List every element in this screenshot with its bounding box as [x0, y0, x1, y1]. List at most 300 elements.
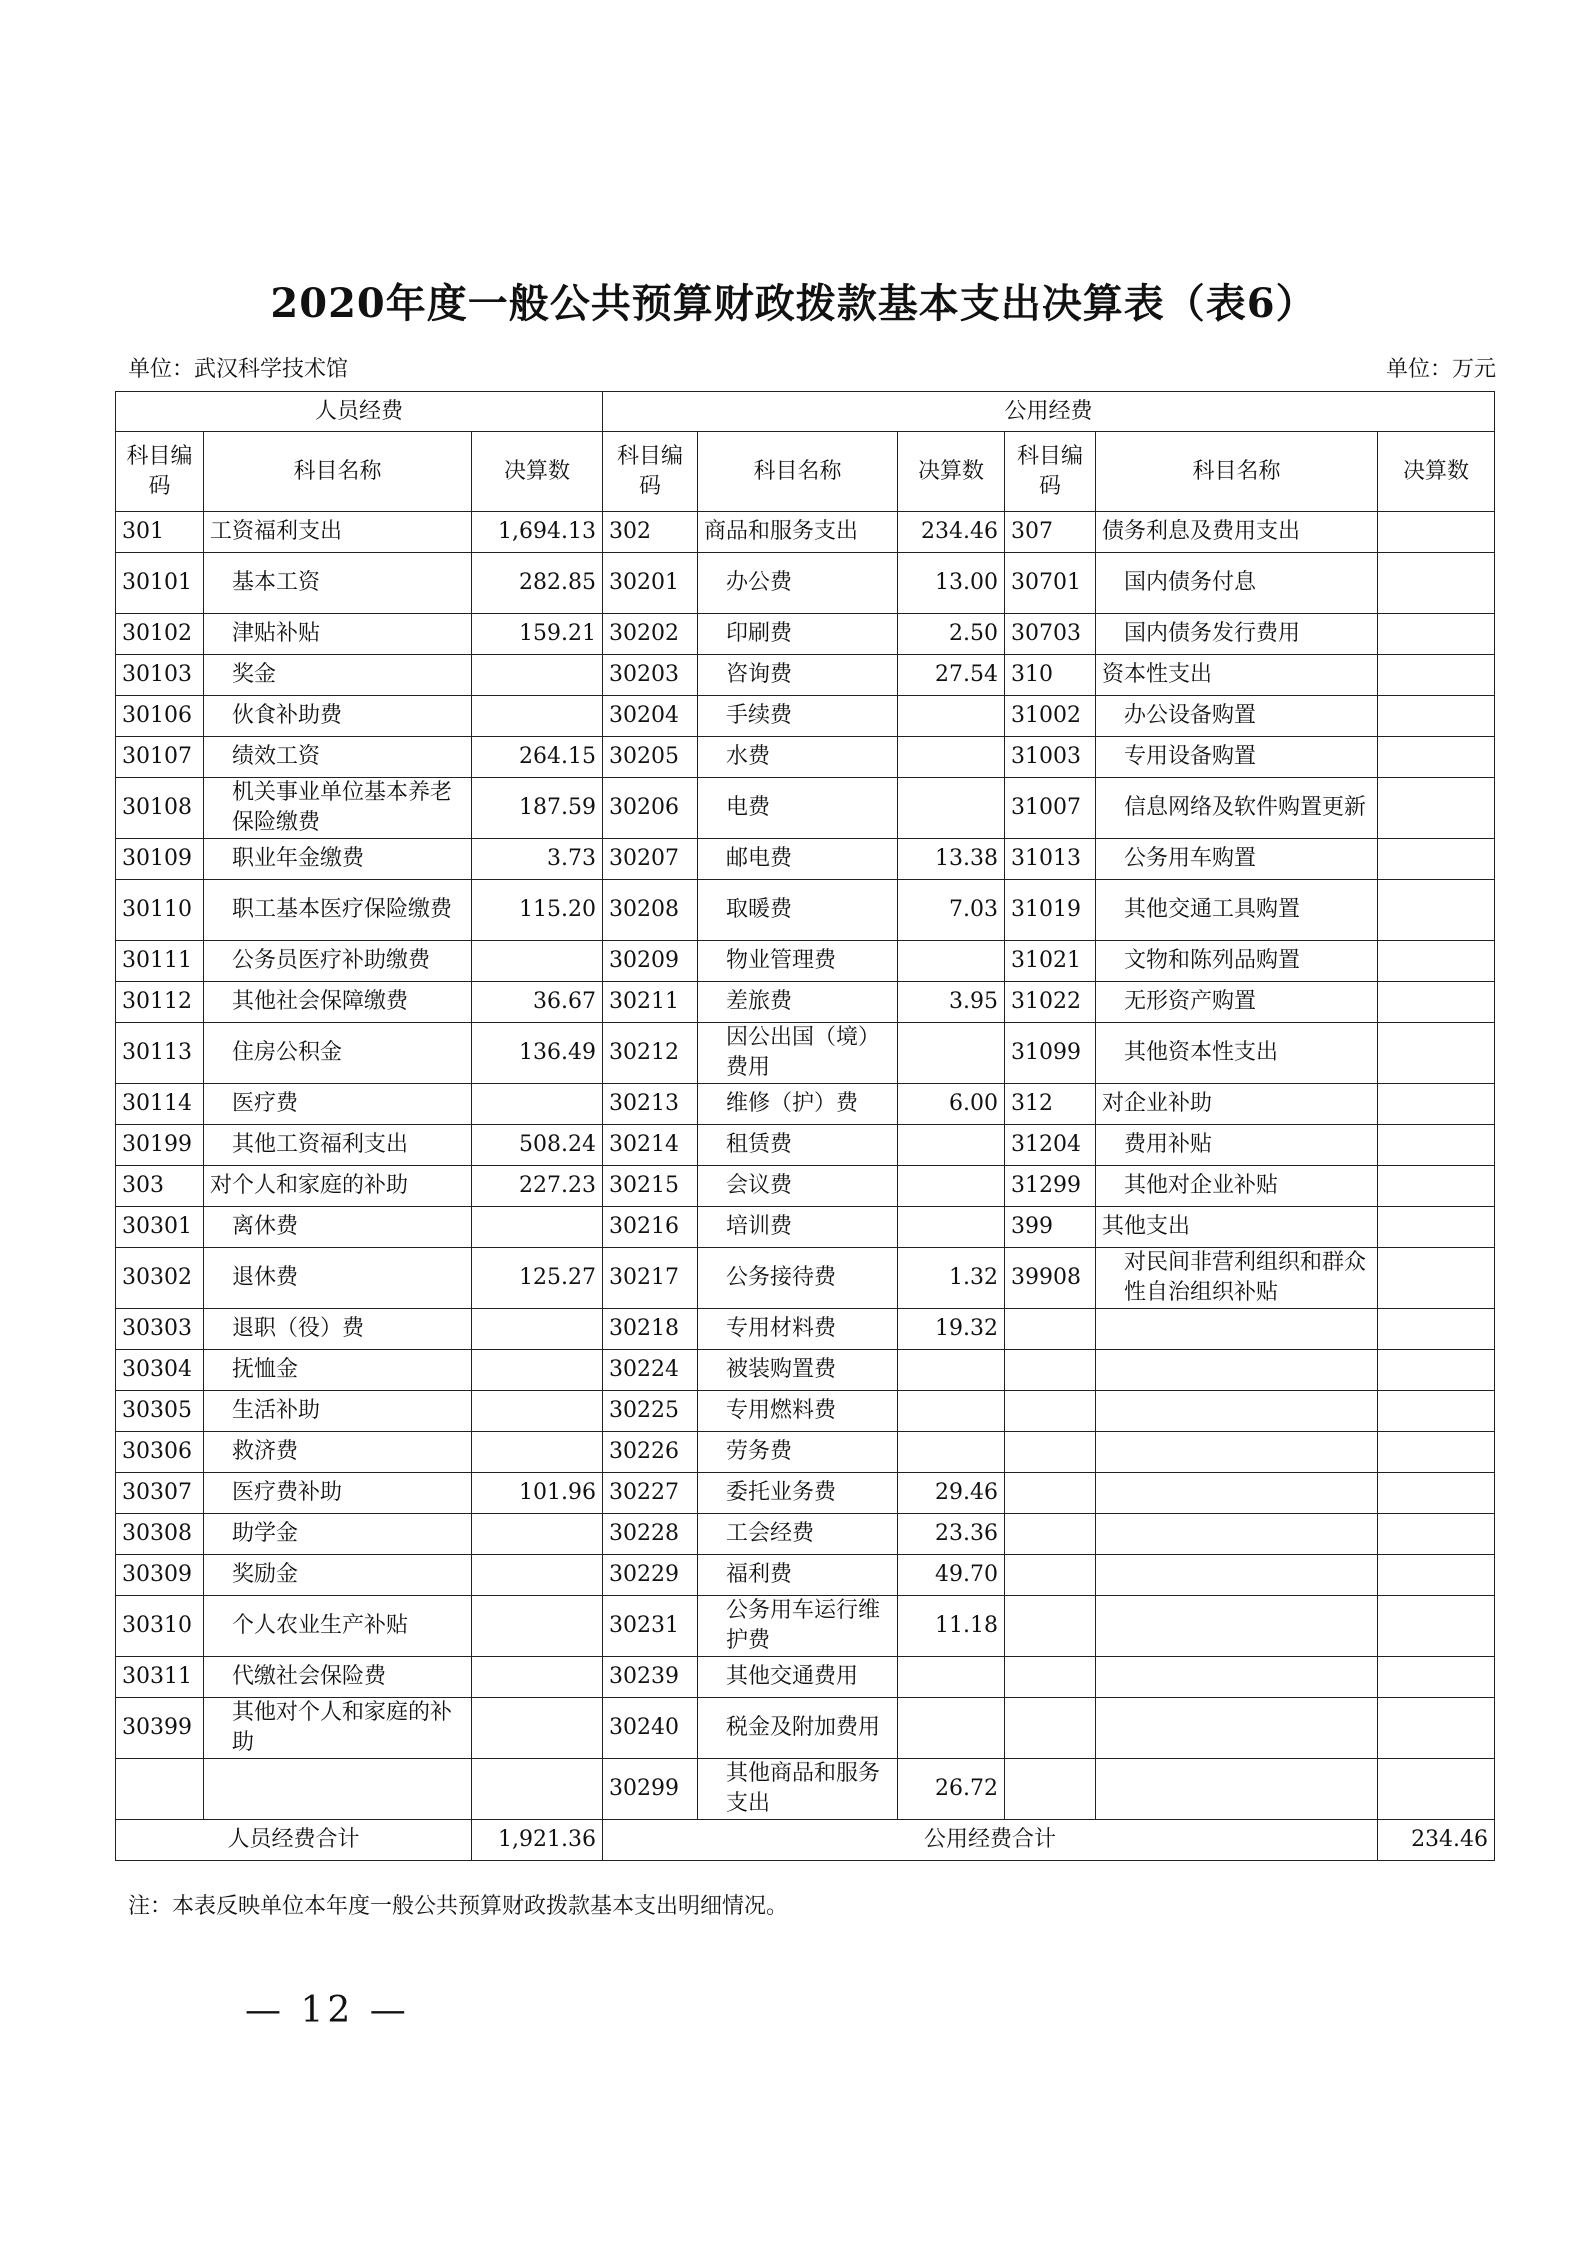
subject-name [204, 737, 472, 778]
subject-name-text: 办公费 [726, 570, 793, 595]
subject-name [204, 941, 472, 982]
subject-code: 30214 [603, 1125, 698, 1166]
subject-name [1096, 880, 1378, 941]
subject-code: 31299 [1005, 1166, 1096, 1207]
subject-name-text: 电费 [726, 795, 771, 820]
subject-name-text: 债务利息及费用支出 [1102, 519, 1301, 544]
subject-name-text: 抚恤金 [232, 1357, 299, 1382]
subject-name-text: 委托业务费 [726, 1480, 837, 1505]
col-header-code: 科目编码 [603, 432, 698, 512]
subject-name [204, 1473, 472, 1514]
subject-name-text: 公务员医疗补助缴费 [232, 948, 431, 973]
subject-name-text: 津贴补贴 [232, 621, 321, 646]
subject-name-text: 退职（役）费 [232, 1316, 365, 1341]
subject-name [204, 1248, 472, 1309]
subject-code: 30307 [116, 1473, 204, 1514]
subject-name [1096, 1391, 1378, 1432]
subject-name [204, 1084, 472, 1125]
unit-organization: 单位：武汉科学技术馆 [128, 357, 349, 382]
table-row [116, 553, 1495, 614]
subject-code: 30202 [603, 614, 698, 655]
amount [472, 696, 603, 737]
subject-name [204, 1207, 472, 1248]
subject-name-text: 国内债务付息 [1124, 570, 1257, 595]
subject-name [204, 1596, 472, 1657]
subject-name [204, 1350, 472, 1391]
subject-code: 30212 [603, 1023, 698, 1084]
amount [472, 1596, 603, 1657]
subject-code: 39908 [1005, 1248, 1096, 1309]
subject-name [1096, 1698, 1378, 1759]
amount [472, 1084, 603, 1125]
subject-name-text: 专用设备购置 [1124, 744, 1257, 769]
subject-name [1096, 1166, 1378, 1207]
subject-code: 30225 [603, 1391, 698, 1432]
subject-name [1096, 1125, 1378, 1166]
amount [472, 1207, 603, 1248]
subject-name [204, 553, 472, 614]
subject-name-text: 奖金 [232, 662, 277, 687]
totals-row [116, 1820, 1495, 1861]
subject-name [204, 1309, 472, 1350]
table-row [116, 982, 1495, 1023]
subject-name [698, 1432, 898, 1473]
table-row [116, 1248, 1495, 1309]
amount [472, 1759, 603, 1820]
subject-name [204, 614, 472, 655]
subject-name [1096, 1023, 1378, 1084]
subject-code: 30114 [116, 1084, 204, 1125]
amount [472, 941, 603, 982]
amount [1378, 614, 1495, 655]
subject-name [204, 1391, 472, 1432]
subject-name-text: 退休费 [232, 1265, 299, 1290]
table-row [116, 778, 1495, 839]
amount [472, 655, 603, 696]
subject-code [1005, 1657, 1096, 1698]
subject-name-text: 被装购置费 [726, 1357, 837, 1382]
subject-name-text: 助学金 [232, 1521, 299, 1546]
amount: 115.20 [472, 880, 603, 941]
amount [898, 1207, 1005, 1248]
group-header-personnel: 人员经费 [116, 392, 603, 432]
subject-name-text: 个人农业生产补贴 [232, 1613, 409, 1638]
col-header-name: 科目名称 [204, 432, 472, 512]
amount [898, 1657, 1005, 1698]
subject-name [204, 512, 472, 553]
subject-name [698, 553, 898, 614]
subject-name [698, 778, 898, 839]
subject-name [1096, 737, 1378, 778]
subject-code: 30302 [116, 1248, 204, 1309]
subject-name [1096, 1432, 1378, 1473]
subject-code: 31003 [1005, 737, 1096, 778]
subject-name-text: 对民间非营利组织和群众性自治组织补贴 [1124, 1250, 1367, 1305]
amount [1378, 1309, 1495, 1350]
subject-name [204, 696, 472, 737]
subject-name [204, 1023, 472, 1084]
subject-name-text: 其他工资福利支出 [232, 1132, 409, 1157]
subject-name [698, 941, 898, 982]
subject-name [204, 880, 472, 941]
table-row [116, 1207, 1495, 1248]
subject-name-text: 信息网络及软件购置更新 [1124, 795, 1367, 820]
subject-name [204, 1166, 472, 1207]
subject-code: 30303 [116, 1309, 204, 1350]
subject-name [698, 1023, 898, 1084]
amount [898, 941, 1005, 982]
amount: 7.03 [898, 880, 1005, 941]
subject-code: 30227 [603, 1473, 698, 1514]
subject-name-text: 工会经费 [726, 1521, 815, 1546]
subject-name [698, 1125, 898, 1166]
amount [472, 1432, 603, 1473]
amount [1378, 1759, 1495, 1820]
amount: 29.46 [898, 1473, 1005, 1514]
amount [1378, 1555, 1495, 1596]
subject-code: 30215 [603, 1166, 698, 1207]
amount: 508.24 [472, 1125, 603, 1166]
subject-code [1005, 1698, 1096, 1759]
amount: 264.15 [472, 737, 603, 778]
subject-name-text: 邮电费 [726, 846, 793, 871]
subject-name [698, 880, 898, 941]
subject-name-text: 因公出国（境）费用 [726, 1025, 881, 1080]
group-header-public: 公用经费 [603, 392, 1495, 432]
amount: 1.32 [898, 1248, 1005, 1309]
subject-code: 30209 [603, 941, 698, 982]
subject-name [204, 1125, 472, 1166]
amount [1378, 1084, 1495, 1125]
subject-name [1096, 1555, 1378, 1596]
table-row [116, 512, 1495, 553]
amount: 13.00 [898, 553, 1005, 614]
amount: 1,694.13 [472, 512, 603, 553]
amount [1378, 1023, 1495, 1084]
amount: 125.27 [472, 1248, 603, 1309]
subject-name-text: 公务接待费 [726, 1265, 837, 1290]
subject-name [1096, 1084, 1378, 1125]
page-number: — 12 — [245, 1990, 410, 2031]
subject-name [1096, 655, 1378, 696]
subject-code: 30112 [116, 982, 204, 1023]
subject-code: 31204 [1005, 1125, 1096, 1166]
subject-name-text: 费用补贴 [1124, 1132, 1213, 1157]
amount [898, 1391, 1005, 1432]
subject-name [1096, 1596, 1378, 1657]
table-note: 注：本表反映单位本年度一般公共预算财政拨款基本支出明细情况。 [128, 1894, 789, 1919]
subject-code: 31022 [1005, 982, 1096, 1023]
table-row [116, 1391, 1495, 1432]
subject-code [1005, 1555, 1096, 1596]
subject-name [1096, 1207, 1378, 1248]
amount [1378, 655, 1495, 696]
table-row [116, 1432, 1495, 1473]
subject-code: 31013 [1005, 839, 1096, 880]
subject-code: 30228 [603, 1514, 698, 1555]
amount [1378, 1207, 1495, 1248]
col-header-name: 科目名称 [1096, 432, 1378, 512]
subject-code: 30102 [116, 614, 204, 655]
subject-code [1005, 1759, 1096, 1820]
subject-name-text: 取暖费 [726, 897, 793, 922]
subject-name [204, 1514, 472, 1555]
subject-code: 30224 [603, 1350, 698, 1391]
col-header-code: 科目编码 [116, 432, 204, 512]
subject-code: 30205 [603, 737, 698, 778]
amount [1378, 1657, 1495, 1698]
subject-code: 30311 [116, 1657, 204, 1698]
subject-name-text: 咨询费 [726, 662, 793, 687]
amount [898, 696, 1005, 737]
subject-code: 30106 [116, 696, 204, 737]
subject-name [204, 1759, 472, 1820]
amount [1378, 1125, 1495, 1166]
subject-code: 30301 [116, 1207, 204, 1248]
subject-name [1096, 512, 1378, 553]
subject-name [698, 1657, 898, 1698]
subject-code: 30108 [116, 778, 204, 839]
subject-name-text: 水费 [726, 744, 771, 769]
amount: 3.95 [898, 982, 1005, 1023]
subject-name-text: 其他对企业补贴 [1124, 1173, 1279, 1198]
amount [472, 1350, 603, 1391]
amount: 282.85 [472, 553, 603, 614]
subject-code: 30239 [603, 1657, 698, 1698]
subject-name [204, 778, 472, 839]
subject-name-text: 商品和服务支出 [704, 519, 859, 544]
subject-name [1096, 1759, 1378, 1820]
col-header-amount: 决算数 [898, 432, 1005, 512]
subject-code: 30101 [116, 553, 204, 614]
subject-code: 30399 [116, 1698, 204, 1759]
subject-name-text: 印刷费 [726, 621, 793, 646]
amount: 11.18 [898, 1596, 1005, 1657]
amount [472, 1391, 603, 1432]
subject-code: 307 [1005, 512, 1096, 553]
subject-code: 30110 [116, 880, 204, 941]
subject-name-text: 专用材料费 [726, 1316, 837, 1341]
table-row [116, 1555, 1495, 1596]
amount [898, 737, 1005, 778]
table-row [116, 1514, 1495, 1555]
subject-code: 30204 [603, 696, 698, 737]
subject-name [1096, 778, 1378, 839]
subject-code: 30309 [116, 1555, 204, 1596]
amount [898, 778, 1005, 839]
subject-name [204, 655, 472, 696]
subject-code: 31019 [1005, 880, 1096, 941]
subject-code: 30299 [603, 1759, 698, 1820]
table-row [116, 1473, 1495, 1514]
subject-name [698, 1309, 898, 1350]
subject-code [116, 1759, 204, 1820]
public-total-value: 234.46 [1378, 1820, 1495, 1861]
amount [1378, 512, 1495, 553]
subject-code [1005, 1514, 1096, 1555]
table-row [116, 1309, 1495, 1350]
table-row [116, 1698, 1495, 1759]
subject-name-text: 维修（护）费 [726, 1091, 859, 1116]
subject-code: 302 [603, 512, 698, 553]
subject-name-text: 职工基本医疗保险缴费 [232, 897, 453, 922]
subject-code: 30199 [116, 1125, 204, 1166]
subject-code: 30208 [603, 880, 698, 941]
subject-code: 30231 [603, 1596, 698, 1657]
subject-code: 30203 [603, 655, 698, 696]
amount [1378, 1391, 1495, 1432]
amount [1378, 839, 1495, 880]
subject-name-text: 对企业补助 [1102, 1091, 1213, 1116]
subject-name-text: 其他对个人和家庭的补助 [232, 1700, 453, 1755]
subject-code: 30211 [603, 982, 698, 1023]
amount: 27.54 [898, 655, 1005, 696]
col-header-code: 科目编码 [1005, 432, 1096, 512]
subject-name [698, 614, 898, 655]
subject-code: 30111 [116, 941, 204, 982]
subject-code: 312 [1005, 1084, 1096, 1125]
subject-code: 399 [1005, 1207, 1096, 1248]
subject-code: 30304 [116, 1350, 204, 1391]
subject-code: 30308 [116, 1514, 204, 1555]
amount [898, 1125, 1005, 1166]
subject-code: 30217 [603, 1248, 698, 1309]
amount: 6.00 [898, 1084, 1005, 1125]
subject-name-text: 奖励金 [232, 1562, 299, 1587]
subject-code: 30109 [116, 839, 204, 880]
table-row [116, 1657, 1495, 1698]
subject-name [1096, 941, 1378, 982]
subject-name [698, 512, 898, 553]
amount: 19.32 [898, 1309, 1005, 1350]
amount [898, 1166, 1005, 1207]
subject-name-text: 伙食补助费 [232, 703, 343, 728]
subject-name [204, 839, 472, 880]
amount: 101.96 [472, 1473, 603, 1514]
subject-code [1005, 1309, 1096, 1350]
table-row [116, 1596, 1495, 1657]
subject-code [1005, 1596, 1096, 1657]
subject-code: 30703 [1005, 614, 1096, 655]
subject-name-text: 代缴社会保险费 [232, 1664, 387, 1689]
subject-name-text: 其他资本性支出 [1124, 1040, 1279, 1065]
subject-code: 30216 [603, 1207, 698, 1248]
subject-code: 30226 [603, 1432, 698, 1473]
subject-name [1096, 1657, 1378, 1698]
subject-code: 31021 [1005, 941, 1096, 982]
subject-name-text: 会议费 [726, 1173, 793, 1198]
subject-name-text: 国内债务发行费用 [1124, 621, 1301, 646]
subject-name-text: 公务用车购置 [1124, 846, 1257, 871]
subject-code: 30701 [1005, 553, 1096, 614]
subject-code: 30229 [603, 1555, 698, 1596]
amount [1378, 982, 1495, 1023]
subject-name [204, 1657, 472, 1698]
subject-code [1005, 1391, 1096, 1432]
subject-name-text: 专用燃料费 [726, 1398, 837, 1423]
amount: 23.36 [898, 1514, 1005, 1555]
subject-name-text: 文物和陈列品购置 [1124, 948, 1301, 973]
column-header-row [116, 432, 1495, 512]
amount [472, 1309, 603, 1350]
subject-code [1005, 1473, 1096, 1514]
col-header-amount: 决算数 [472, 432, 603, 512]
subject-name-text: 培训费 [726, 1214, 793, 1239]
amount [1378, 941, 1495, 982]
subject-name-text: 办公设备购置 [1124, 703, 1257, 728]
subject-name-text: 资本性支出 [1102, 662, 1213, 687]
subject-code: 30305 [116, 1391, 204, 1432]
table-row [116, 737, 1495, 778]
subject-name-text: 机关事业单位基本养老保险缴费 [232, 780, 453, 835]
amount [1378, 1514, 1495, 1555]
table-row [116, 655, 1495, 696]
amount: 187.59 [472, 778, 603, 839]
subject-code: 30107 [116, 737, 204, 778]
table-row [116, 1023, 1495, 1084]
subject-code [1005, 1350, 1096, 1391]
subject-code: 30103 [116, 655, 204, 696]
amount [898, 1023, 1005, 1084]
table-row [116, 839, 1495, 880]
subject-name [698, 1166, 898, 1207]
subject-name-text: 其他支出 [1102, 1214, 1191, 1239]
subject-code: 30213 [603, 1084, 698, 1125]
amount [1378, 880, 1495, 941]
subject-name-text: 住房公积金 [232, 1040, 343, 1065]
subject-code: 31007 [1005, 778, 1096, 839]
amount: 227.23 [472, 1166, 603, 1207]
subject-code: 31002 [1005, 696, 1096, 737]
amount: 2.50 [898, 614, 1005, 655]
amount: 26.72 [898, 1759, 1005, 1820]
table-row [116, 1166, 1495, 1207]
subject-name-text: 医疗费补助 [232, 1480, 343, 1505]
amount: 159.21 [472, 614, 603, 655]
amount [1378, 1698, 1495, 1759]
subject-code: 31099 [1005, 1023, 1096, 1084]
amount [1378, 1596, 1495, 1657]
subject-code: 310 [1005, 655, 1096, 696]
subject-name [698, 1473, 898, 1514]
col-header-name: 科目名称 [698, 432, 898, 512]
amount [1378, 737, 1495, 778]
subject-name [698, 737, 898, 778]
amount [1378, 778, 1495, 839]
subject-name [698, 1698, 898, 1759]
subject-name-text: 对个人和家庭的补助 [210, 1173, 409, 1198]
table-row [116, 1084, 1495, 1125]
amount [1378, 1432, 1495, 1473]
table-row [116, 941, 1495, 982]
amount [1378, 1350, 1495, 1391]
subject-name [1096, 1514, 1378, 1555]
subject-name [1096, 1473, 1378, 1514]
expenditure-table [115, 391, 1495, 1861]
subject-name [1096, 1309, 1378, 1350]
subject-name [698, 1555, 898, 1596]
subject-name [204, 1698, 472, 1759]
amount [472, 1657, 603, 1698]
page-title: 2020年度一般公共预算财政拨款基本支出决算表（表6） [270, 280, 1317, 327]
subject-name-text: 手续费 [726, 703, 793, 728]
subject-name [1096, 553, 1378, 614]
amount: 136.49 [472, 1023, 603, 1084]
table-row [116, 614, 1495, 655]
subject-name-text: 基本工资 [232, 570, 321, 595]
subject-name-text: 绩效工资 [232, 744, 321, 769]
subject-name [698, 696, 898, 737]
